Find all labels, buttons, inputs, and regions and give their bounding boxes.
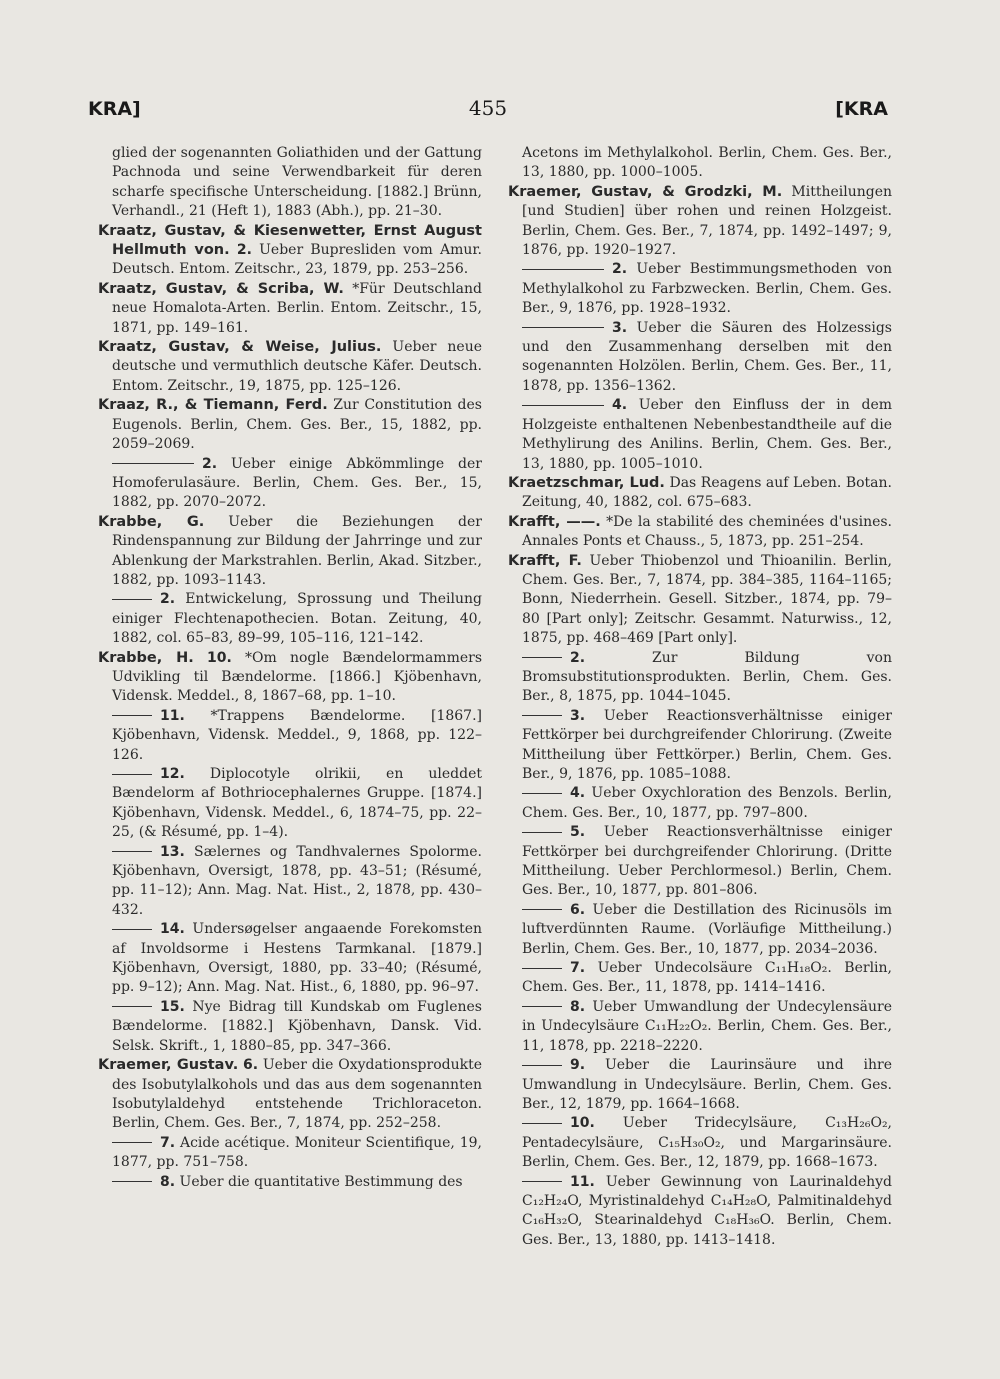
bibliography-entry <box>508 998 892 1056</box>
entry-text: *De la stabilité des cheminées d'usines. Annales Ponts et Chauss., 5, 1873, pp. 251–254. <box>522 513 893 550</box>
bibliography-entry <box>98 649 482 707</box>
bibliography-entry <box>508 474 892 513</box>
ditto-dash <box>522 832 562 833</box>
ditto-dash <box>522 1123 562 1124</box>
entry-text: Acetons im Methylalkohol. Berlin, Chem. Ges. Ber., 13, 1880, pp. 1000–1005. <box>522 145 892 181</box>
entry-number: 2. <box>570 649 586 666</box>
entry-number: 5. <box>570 824 586 841</box>
entry-number: 10. <box>206 649 232 666</box>
author-name: Kraatz, Gustav, & Kiesenwetter, Ernst August Hellmuth von. <box>98 222 482 259</box>
entry-number: 6. <box>243 1057 259 1074</box>
bibliography-entry <box>508 183 892 261</box>
left-column <box>98 144 482 1192</box>
bibliography-entry <box>508 552 892 649</box>
entry-number: 15. <box>160 998 185 1015</box>
bibliography-entry <box>508 823 892 901</box>
author-name: Krafft, F. <box>508 552 582 569</box>
entry-text: Ueber die Oxydationsprodukte des Isobutylalkohols und das aus dem sogenannten Isobutylaldehyd entstehende Trichloraceton. Berlin, Chem. Ges. Ber., 7, 1874, pp. 252–258. <box>112 1057 482 1132</box>
entry-text: Ueber die Destillation des Ricinusöls im luftverdünnten Raume. (Vorläufige Mittheilung.) Berlin, Chem. Ges. Ber., 10, 1877, pp. 2034–2036. <box>522 901 892 957</box>
entry-number: 13. <box>160 843 185 860</box>
entry-text: Ueber Tridecylsäure, C₁₃H₂₆O₂, Pentadecylsäure, C₁₅H₃₀O₂, und Margarinsäure. Berlin, Chem. Ges. Ber., 12, 1879, pp. 1668–1673. <box>522 1115 893 1171</box>
entry-text: Nye Bidrag till Kundskab om Fuglenes Bændelorme. [1882.] Kjöbenhavn, Dansk. Vid. Selsk. Skrift., 1, 1880–85, pp. 347–366. <box>112 998 482 1054</box>
ditto-dash <box>112 463 194 464</box>
entry-text: Ueber neue deutsche und vermuthlich deutsche Käfer. Deutsch. Entom. Zeitschr., 19, 1875, pp. 125–126. <box>112 339 483 394</box>
entry-number: 14. <box>160 921 185 938</box>
bibliography-entry <box>98 1173 482 1192</box>
entry-number: 2. <box>612 261 628 278</box>
entry-text: Zur Constitution des Eugenols. Berlin, Chem. Ges. Ber., 15, 1882, pp. 2059–2069. <box>112 397 482 453</box>
ditto-dash <box>112 1006 152 1007</box>
bibliography-entry <box>98 513 482 591</box>
bibliography-entry <box>508 707 892 785</box>
entry-number: 11. <box>570 1173 595 1190</box>
entry-text: *Trappens Bændelorme. [1867.] Kjöbenhavn, Vidensk. Meddel., 9, 1868, pp. 122–126. <box>112 707 483 763</box>
bibliography-entry <box>508 959 892 998</box>
ditto-dash <box>522 715 562 716</box>
entry-text: Undersøgelser angaaende Forekomsten af Involdsorme i Hestens Tarmkanal. [1879.] Kjöbenhavn, Oversigt, 1880, pp. 33–40; (Résumé, pp. 9–12); Ann. Mag. Nat. Hist., 6, 1880, pp. 96–97. <box>112 921 482 996</box>
bibliography-entry <box>98 1056 482 1134</box>
author-name: Kraetzschmar, Lud. <box>508 474 665 491</box>
author-name: Krafft, ——. <box>508 513 601 530</box>
bibliography-entry <box>98 222 482 280</box>
entry-text: Ueber die Beziehungen der Rindenspannung zur Bildung der Jahrringe und zur Ablenkung der Markstrahlen. Berlin, Akad. Sitzber., 1882, pp. 1093–1143. <box>112 513 482 588</box>
ditto-dash <box>112 715 152 716</box>
ditto-dash <box>522 405 604 406</box>
bibliography-entry <box>508 513 892 552</box>
entry-number: 8. <box>570 998 586 1015</box>
bibliography-entry <box>98 765 482 843</box>
ditto-dash <box>522 327 604 328</box>
bibliography-entry <box>508 784 892 823</box>
entry-text: Ueber Oxychloration des Benzols. Berlin, Chem. Ges. Ber., 10, 1877, pp. 797–800. <box>522 785 893 821</box>
bibliography-entry <box>98 280 482 338</box>
entry-number: 4. <box>612 397 628 414</box>
entry-text: Ueber die Säuren des Holzessigs und den Zusammenhang derselben mit den sogenannten Holzölen. Berlin, Chem. Ges. Ber., 11, 1878, pp. 1356–1362. <box>522 319 892 394</box>
entry-text: Ueber Bupresliden vom Amur. Deutsch. Entom. Zeitschr., 23, 1879, pp. 253–256. <box>112 242 482 278</box>
bibliography-entry <box>98 707 482 765</box>
entry-text: Ueber einige Abkömmlinge der Homoferulasäure. Berlin, Chem. Ges. Ber., 15, 1882, pp. 2070–2072. <box>112 455 483 511</box>
entry-number: 2. <box>236 242 252 259</box>
ditto-dash <box>522 793 562 794</box>
ditto-dash <box>112 929 152 930</box>
bibliography-entry <box>508 144 892 183</box>
entry-text: Entwickelung, Sprossung und Theilung einiger Flechtenapothecien. Botan. Zeitung, 40, 1882, col. 65–83, 89–99, 105–116, 121–142. <box>112 591 482 647</box>
ditto-dash <box>522 1065 562 1066</box>
author-name: Krabbe, G. <box>98 513 205 530</box>
entry-text: Ueber die quantitative Bestimmung des <box>179 1173 463 1190</box>
entry-text: Zur Bildung von Bromsubstitutionsprodukten. Berlin, Chem. Ges. Ber., 8, 1875, pp. 1044–1045. <box>522 649 892 705</box>
entry-text: Ueber Undecolsäure C₁₁H₁₈O₂. Berlin, Chem. Ges. Ber., 11, 1878, pp. 1414–1416. <box>522 960 892 996</box>
author-name: Kraatz, Gustav, & Scriba, W. <box>98 280 344 297</box>
ditto-dash <box>522 269 604 270</box>
entry-text: *Für Deutschland neue Homalota-Arten. Berlin. Entom. Zeitschr., 15, 1871, pp. 149–161. <box>112 280 483 336</box>
author-name: Kraatz, Gustav, & Weise, Julius. <box>98 339 382 356</box>
bibliography-entry <box>98 843 482 921</box>
ditto-dash <box>112 774 152 775</box>
ditto-dash <box>112 599 152 600</box>
bibliography-entry <box>98 920 482 998</box>
entry-number: 2. <box>202 455 218 472</box>
entry-text: Ueber Thiobenzol und Thioanilin. Berlin, Chem. Ges. Ber., 7, 1874, pp. 384–385, 1164–1165; Bonn, Niederrhein. Gesell. Sitzber., 1874, pp. 79–80 [Part only]; Zeitschr. Gesammt. Naturwiss., 12, 1875, pp. 468–469 [Part only]. <box>522 552 892 647</box>
ditto-dash <box>522 657 562 658</box>
bibliography-entry <box>508 649 892 707</box>
author-name: Kraemer, Gustav. <box>98 1057 239 1074</box>
bibliography-entry <box>508 1056 892 1114</box>
ditto-dash <box>522 1181 562 1182</box>
ditto-dash <box>522 968 562 969</box>
author-name: Kraaz, R., & Tiemann, Ferd. <box>98 397 328 414</box>
bibliography-entry <box>508 901 892 959</box>
bibliography-entry <box>508 396 892 474</box>
entry-text: *Om nogle Bændelormammers Udvikling til Bændelorme. [1866.] Kjöbenhavn, Vidensk. Meddel., 8, 1867–68, pp. 1–10. <box>112 649 483 705</box>
entry-number: 3. <box>612 319 628 336</box>
ditto-dash <box>522 1006 562 1007</box>
header-right: [KRA <box>835 98 888 120</box>
running-header <box>88 98 888 128</box>
bibliography-entry <box>508 319 892 397</box>
entry-number: 10. <box>570 1115 595 1132</box>
entry-text: Acide acétique. Moniteur Scientifique, 19, 1877, pp. 751–758. <box>112 1134 483 1171</box>
entry-number: 8. <box>160 1173 176 1190</box>
entry-text: Ueber Umwandlung der Undecylensäure in Undecylsäure C₁₁H₂₂O₂. Berlin, Chem. Ges. Ber., 11, 1878, pp. 2218–2220. <box>522 998 892 1054</box>
entry-number: 11. <box>160 707 185 724</box>
entry-number: 7. <box>160 1134 176 1151</box>
ditto-dash <box>112 851 152 852</box>
bibliography-entry <box>98 338 482 396</box>
ditto-dash <box>112 1181 152 1182</box>
entry-number: 9. <box>570 1057 586 1074</box>
bibliography-entry <box>98 590 482 648</box>
entry-text: Sælernes og Tandhvalernes Spolorme. Kjöbenhavn, Oversigt, 1878, pp. 43–51; (Résumé, pp. 11–12); Ann. Mag. Nat. Hist., 2, 1878, pp. 430–432. <box>112 843 482 918</box>
bibliography-entry <box>508 1114 892 1172</box>
bibliography-entry <box>98 1134 482 1173</box>
entry-number: 4. <box>570 785 586 802</box>
entry-number: 12. <box>160 766 185 782</box>
ditto-dash <box>112 1142 152 1143</box>
bibliography-entry <box>98 455 482 513</box>
entry-number: 7. <box>570 960 586 977</box>
author-name: Kraemer, Gustav, & Grodzki, M. <box>508 183 783 200</box>
entry-text: Ueber Reactionsverhältnisse einiger Fettkörper bei durchgreifender Chlorirung. (Dritte Mittheilung. Ueber Perchlormesol.) Berlin, Chem. Ges. Ber., 10, 1877, pp. 801–806. <box>522 824 892 899</box>
page-number: 455 <box>468 96 508 120</box>
author-name: Krabbe, H. <box>98 649 194 666</box>
entry-text: Das Reagens auf Leben. Botan. Zeitung, 40, 1882, col. 675–683. <box>522 474 892 511</box>
bibliography-entry <box>98 144 482 222</box>
bibliography-entry <box>98 998 482 1056</box>
entry-text: Ueber Gewinnung von Laurinaldehyd C₁₂H₂₄O, Myristinaldehyd C₁₄H₂₈O, Palmitinaldehyd C₁₆H₃₂O, Stearinaldehyd C₁₈H₃₆O. Berlin, Chem. Ges. Ber., 13, 1880, pp. 1413–1418. <box>522 1173 892 1248</box>
entry-text: Mittheilungen [und Studien] über rohen und reinen Holzgeist. Berlin, Chem. Ges. Ber., 7, 1874, pp. 1492–1497; 9, 1876, pp. 1920–1927. <box>522 183 892 259</box>
ditto-dash <box>522 909 562 910</box>
entry-number: 3. <box>570 707 586 724</box>
right-column <box>508 144 892 1250</box>
entry-text: Ueber Bestimmungsmethoden von Methylalkohol zu Farbzwecken. Berlin, Chem. Ges. Ber., 9, 1876, pp. 1928–1932. <box>522 261 892 317</box>
bibliography-entry <box>508 260 892 318</box>
entry-text: Ueber Reactionsverhältnisse einiger Fettkörper bei durchgreifender Chlorirung. (Zweite Mittheilung über Fettkörper.) Berlin, Chem. Ges. Ber., 9, 1876, pp. 1085–1088. <box>522 707 892 782</box>
entry-text: glied der sogenannten Goliathiden und der Gattung Pachnoda und seine Verwendbarkeit für deren scharfe specifische Unterscheidung. [1882.] Brünn, Verhandl., 21 (Heft 1), 1883 (Abh.), pp. 21–30. <box>112 145 482 220</box>
bibliography-entry <box>508 1173 892 1251</box>
entry-text: Ueber die Laurinsäure und ihre Umwandlung in Undecylsäure. Berlin, Chem. Ges. Ber., 12, 1879, pp. 1664–1668. <box>522 1057 893 1112</box>
header-left: KRA] <box>88 98 141 120</box>
entry-number: 2. <box>160 591 176 608</box>
entry-number: 6. <box>570 901 586 918</box>
entry-text: Ueber den Einfluss der in dem Holzgeiste enthaltenen Nebenbestandtheile auf die Methylirung des Anilins. Berlin, Chem. Ges. Ber., 13, 1880, pp. 1005–1010. <box>522 397 893 472</box>
entry-text: Diplocotyle olrikii, en uleddet Bændelorm af Bothriocephalernes Gruppe. [1874.] Kjöbenhavn, Vidensk. Meddel., 6, 1874–75, pp. 22–25, (& Résumé, pp. 1–4). <box>112 766 482 841</box>
bibliography-entry <box>98 396 482 454</box>
